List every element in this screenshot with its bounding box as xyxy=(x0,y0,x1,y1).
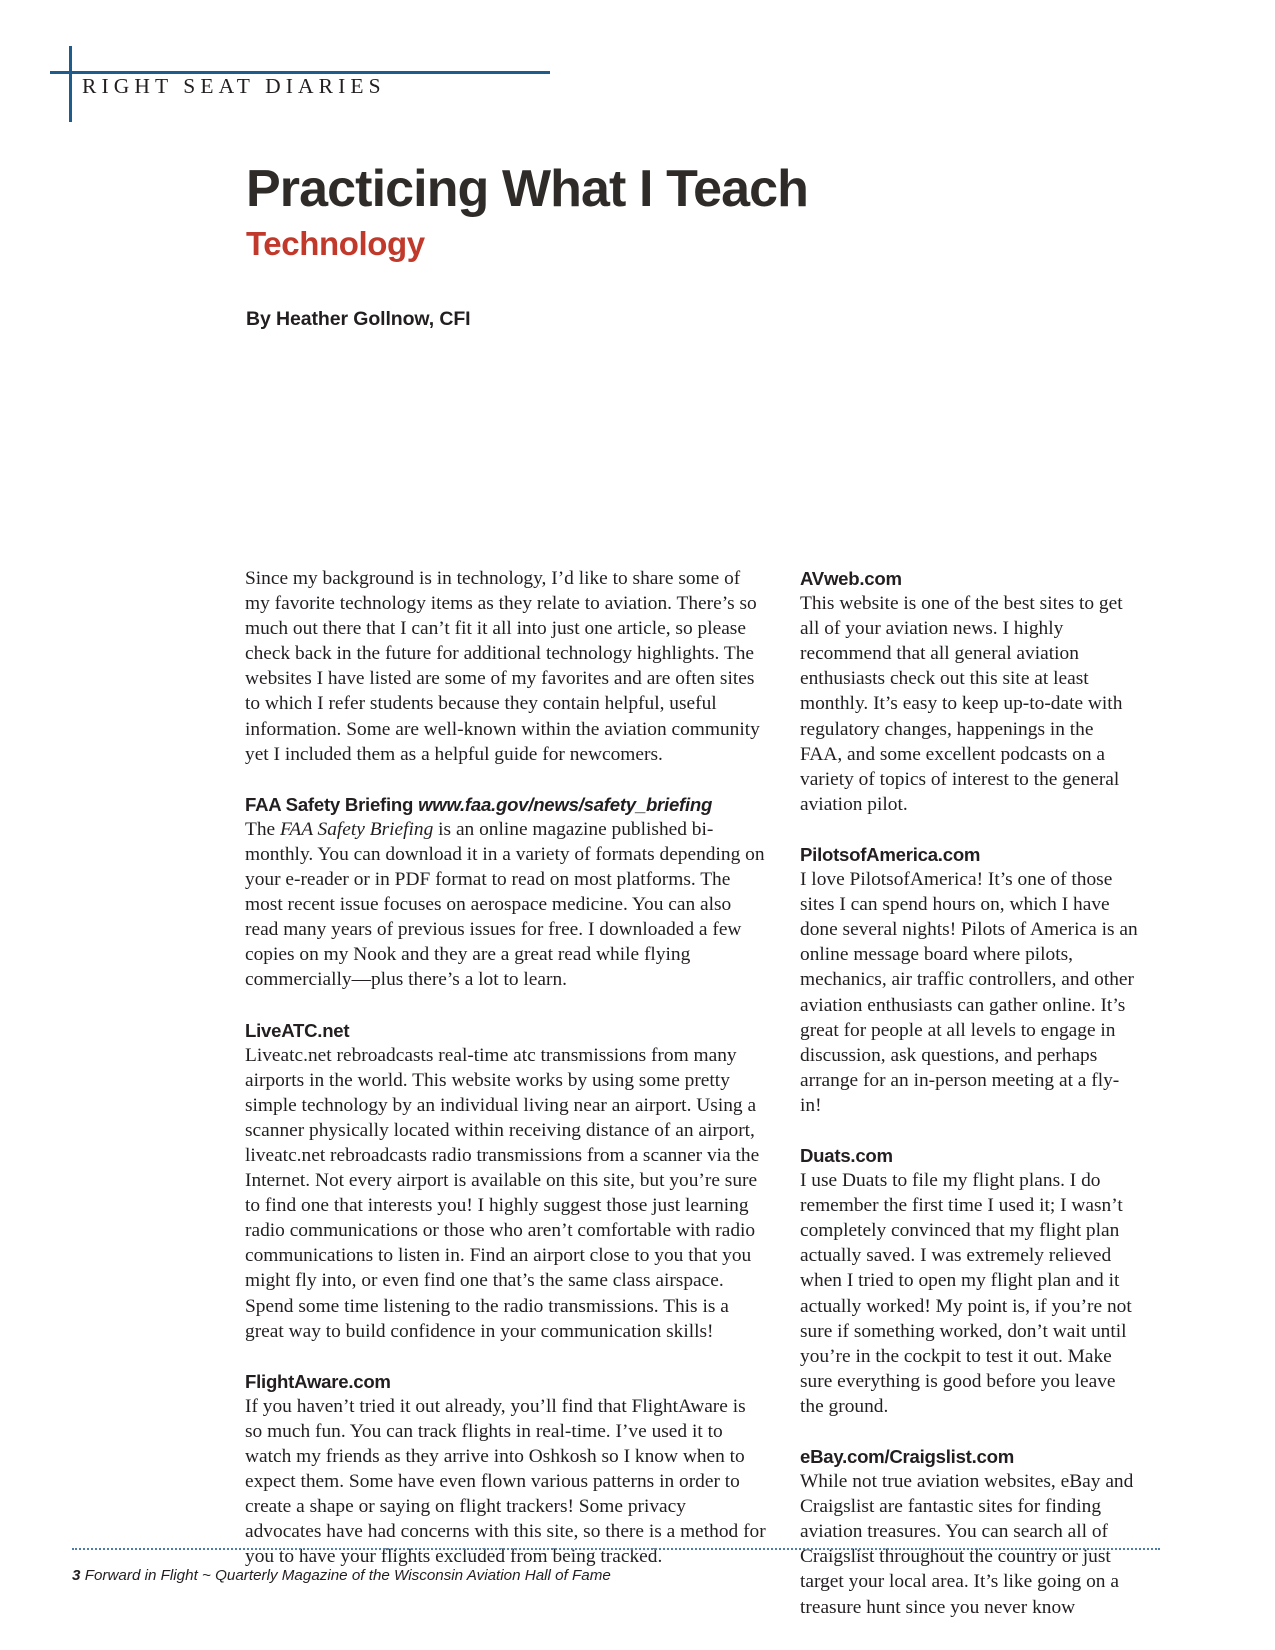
page-subtitle: Technology xyxy=(246,225,425,263)
section-heading-flightaware-com xyxy=(245,1369,766,1394)
footer-divider xyxy=(72,1548,1160,1550)
running-head-label: RIGHT SEAT DIARIES xyxy=(82,74,386,98)
section-heading-avweb-com xyxy=(800,566,1140,591)
section-heading-name: AVweb.com xyxy=(800,568,902,589)
byline: By Heather Gollnow, CFI xyxy=(246,308,471,330)
column-right xyxy=(800,566,1140,1620)
footer-caption xyxy=(72,1567,611,1584)
section-heading-name: LiveATC.net xyxy=(245,1019,350,1041)
body-paragraph: Liveatc.net rebroadcasts real-time atc transmissions from many airports in the world. This website works by using some pretty simple technology by an individual living near an airport. Using a scanner physically located within receiving distance of an airport, liveatc.net rebroadcasts radio transmissions from a scanner via the Internet. Not every airport is available on this site, but you’re sure to find one that interests you! I highly suggest those just learning radio communications or those who aren’t comfortable with radio communications to listen in. Find an airport close to you that you might fly into, or even find one that’s the same class airspace. Spend some time listening to the radio transmissions. This is a great way to build confidence in your communication skills! xyxy=(245,1044,760,1342)
section-heading-ebay-com-craigslist-com xyxy=(800,1444,1140,1469)
body-paragraph: Since my background is in technology, I’d like to share some of my favorite technology items as they relate to aviation. There’s so much out there that I can’t fit it all into just one article, so please check back in the future for additional technology highlights. The websites I have listed are some of my favorites and are often sites to which I refer students because they contain helpful, useful information. Some are well-known within the aviation community yet I included them as a helpful guide for newcomers. xyxy=(245,568,760,765)
section-heading-name: Duats.com xyxy=(800,1144,893,1166)
running-head-vertical-rule xyxy=(69,46,72,122)
paragraph-emphasis: FAA Safety Briefing xyxy=(280,818,434,840)
section-heading-name: PilotsofAmerica.com xyxy=(800,843,981,865)
section-heading-liveatc-net xyxy=(245,1018,766,1043)
section-heading-faa-safety-briefing xyxy=(245,792,766,817)
body-paragraph: If you haven’t tried it out already, you’ll find that FlightAware is so much fun. You can track flights in real-time. I’ve used it to watch my friends as they arrive into Oshkosh so I know when to expect them. Some have even flown various patterns in order to create a shape or saying on flight trackers! Some privacy advocates have had concerns with this site, so there is a method for you to have your flights excluded from being tracked. xyxy=(245,1395,766,1568)
masthead xyxy=(246,162,1146,262)
body-paragraph: This website is one of the best sites to get all of your aviation news. I highly recommend that all general aviation enthusiasts check out this site at least monthly. It’s easy to keep up-to-date with regulatory changes, happenings in the FAA, and some excellent podcasts on a variety of topics of interest to the general aviation pilot. xyxy=(800,593,1123,815)
body-paragraph: I love PilotsofAmerica! It’s one of those sites I can spend hours on, which I have done several nights! Pilots of America is an online message board where pilots, mechanics, air traffic controllers, and other aviation enthusiasts can gather online. It’s great for people at all levels to engage in discussion, ask questions, and perhaps arrange for an in-person meeting at a fly-in! xyxy=(800,869,1138,1116)
body-paragraph: While not true aviation websites, eBay and Craigslist are fantastic sites for finding aviation treasures. You can search all of Craigslist throughout the country or just target your local area. It’s like going on a treasure hunt since you never know xyxy=(800,1471,1134,1618)
paragraph-lead: The xyxy=(245,818,280,840)
column-left xyxy=(245,566,766,1569)
section-heading-pilotsofamerica-com xyxy=(800,842,1140,867)
section-heading-name: FlightAware.com xyxy=(245,1370,391,1392)
paragraph-text: is an online magazine published bi-monthly. You can download it in a variety of formats depending on your e-reader or in PDF format to read on most platforms. The most recent issue focuses on aerospace medicine. You can also read many years of previous issues for free. I downloaded a few copies on my Nook and they are a great read while flying commercially—plus there’s a lot to learn. xyxy=(245,818,765,991)
section-heading-name: FAA Safety Briefing xyxy=(245,793,414,815)
running-head xyxy=(0,0,1275,150)
page-title: Practicing What I Teach xyxy=(246,160,809,218)
footer-publication: Forward in Flight ~ Quarterly Magazine of the Wisconsin Aviation Hall of Fame xyxy=(84,1567,611,1584)
page-number: 3 xyxy=(72,1567,81,1584)
section-heading-duats-com xyxy=(800,1143,1140,1168)
body-paragraph xyxy=(245,817,766,993)
section-heading-name: eBay.com/Craigslist.com xyxy=(800,1446,1015,1467)
section-heading-url[interactable]: www.faa.gov/news/safety_briefing xyxy=(418,793,713,815)
body-paragraph: I use Duats to file my flight plans. I do remember the first time I used it; I wasn’t completely convinced that my flight plan actually saved. I was extremely relieved when I tried to open my flight plan and it actually worked! My point is, if you’re not sure if something worked, don’t wait until you’re in the cockpit to test it out. Make sure everything is good before you leave the ground. xyxy=(800,1170,1132,1417)
